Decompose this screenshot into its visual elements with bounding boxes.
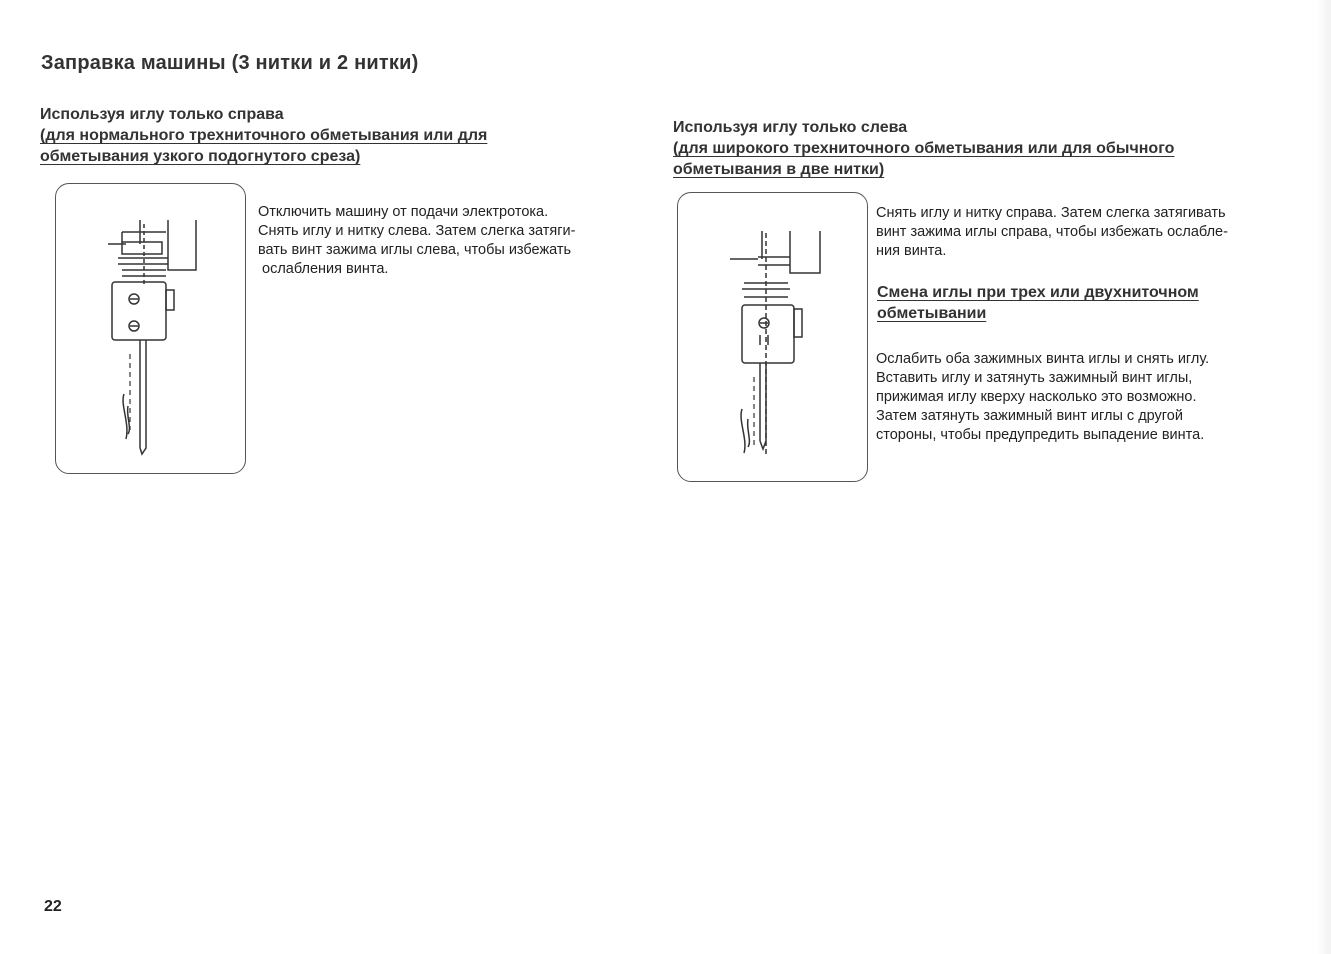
subsection-text-line: Вставить иглу и затянуть зажимный винт иглы,: [876, 370, 1193, 386]
right-illustration-frame: [677, 192, 868, 482]
left-instructions: [258, 203, 575, 279]
subsection-text-line: Ослабить оба зажимных винта иглы и снять иглу.: [876, 351, 1210, 367]
right-text-line: ния винта.: [876, 243, 947, 259]
right-heading: Используя иглу только слева: [673, 119, 908, 136]
left-section-heading: [40, 104, 487, 167]
left-text-line: ослабления винта.: [258, 261, 389, 277]
left-heading: Используя иглу только справа: [40, 106, 284, 123]
right-section-heading: [673, 117, 1174, 180]
page-number: 22: [44, 898, 62, 915]
page-title: Заправка машины (3 нитки и 2 нитки): [41, 52, 419, 74]
right-subheading-line2: обметывания в две нитки): [673, 161, 885, 178]
needle-clamp-illustration: [678, 193, 867, 481]
left-subheading-line2: обметывания узкого подогнутого среза): [40, 148, 361, 165]
subsection-text-line: стороны, чтобы предупредить выпадение винта.: [876, 427, 1205, 443]
left-text-line: Снять иглу и нитку слева. Затем слегка затяги-: [258, 223, 576, 239]
needle-clamp-illustration: [56, 184, 245, 473]
right-subheading-line1: (для широкого трехниточного обметывания или для обычного: [673, 140, 1175, 157]
left-text-line: вать винт зажима иглы слева, чтобы избежать: [258, 242, 572, 258]
right-instructions: [876, 204, 1228, 261]
subsection-heading-line1: Смена иглы при трех или двухниточном: [877, 284, 1199, 301]
left-subheading-line1: (для нормального трехниточного обметывания или для: [40, 127, 488, 144]
subsection-instructions: [876, 350, 1209, 445]
subsection-text-line: Затем затянуть зажимный винт иглы с другой: [876, 408, 1183, 424]
subsection-heading: [877, 282, 1199, 324]
left-text-line: Отключить машину от подачи электротока.: [258, 204, 549, 220]
page-edge-shadow: [1317, 0, 1331, 954]
right-text-line: винт зажима иглы справа, чтобы избежать ослабле-: [876, 224, 1228, 240]
subsection-text-line: прижимая иглу кверху насколько это возможно.: [876, 389, 1197, 405]
left-illustration-frame: [55, 183, 246, 474]
subsection-heading-line2: обметывании: [877, 305, 987, 322]
right-text-line: Снять иглу и нитку справа. Затем слегка затягивать: [876, 205, 1226, 221]
